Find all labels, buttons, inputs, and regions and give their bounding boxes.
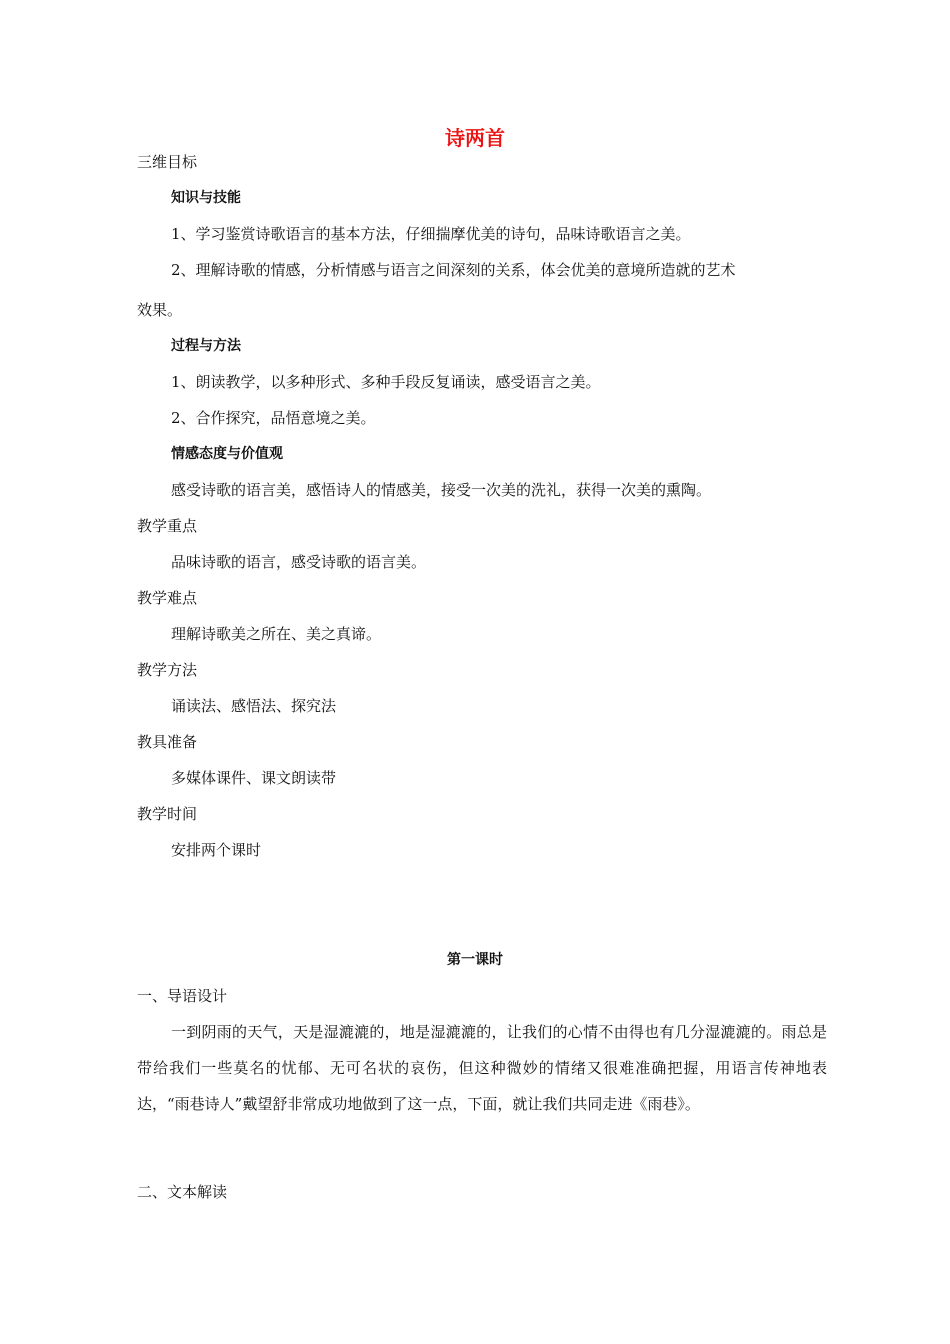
difficulties-text: 理解诗歌美之所在、美之真谛。 xyxy=(171,625,382,643)
key-points-heading: 教学重点 xyxy=(137,517,198,535)
knowledge-item-1: 1、学习鉴赏诗歌语言的基本方法，仔细揣摩优美的诗句，品味诗歌语言之美。 xyxy=(171,225,691,243)
tools-text: 多媒体课件、课文朗读带 xyxy=(171,769,337,787)
methods-heading: 教学方法 xyxy=(137,661,198,679)
time-heading: 教学时间 xyxy=(137,805,198,823)
knowledge-item-2: 2、理解诗歌的情感，分析情感与语言之间深刻的关系，体会优美的意境所造就的艺术 xyxy=(171,261,736,279)
process-item-1: 1、朗读教学，以多种形式、多种手段反复诵读，感受语言之美。 xyxy=(171,373,601,391)
tools-heading: 教具准备 xyxy=(137,733,198,751)
knowledge-heading: 知识与技能 xyxy=(171,190,241,206)
key-points-text: 品味诗歌的语言，感受诗歌的语言美。 xyxy=(171,553,427,571)
methods-text: 诵读法、感悟法、探究法 xyxy=(171,697,337,715)
knowledge-item-2-cont: 效果。 xyxy=(137,301,183,319)
process-item-2: 2、合作探究，品悟意境之美。 xyxy=(171,409,376,427)
difficulties-heading: 教学难点 xyxy=(137,589,198,607)
section2-heading: 二、文本解读 xyxy=(137,1183,228,1201)
document-title: 诗两首 xyxy=(445,126,505,150)
section1-paragraph: 一到阴雨的天气，天是湿漉漉的，地是湿漉漉的，让我们的心情不由得也有几分湿漉漉的。雨总是带给我们一些莫名的忧郁、无可名状的哀伤，但这种微妙的情绪又很难准确把握，用语言传神地表达，“雨巷诗人”戴望舒非常成功地做到了这一点，下面，就让我们共同走进《雨巷》。 xyxy=(137,1023,827,1113)
process-heading: 过程与方法 xyxy=(171,338,241,354)
emotion-heading: 情感态度与价值观 xyxy=(171,446,283,462)
objectives-heading: 三维目标 xyxy=(137,153,198,171)
lesson1-heading: 第一课时 xyxy=(447,952,503,968)
emotion-text: 感受诗歌的语言美，感悟诗人的情感美，接受一次美的洗礼，获得一次美的熏陶。 xyxy=(171,481,712,499)
section1-heading: 一、导语设计 xyxy=(137,987,228,1005)
time-text: 安排两个课时 xyxy=(171,841,262,859)
